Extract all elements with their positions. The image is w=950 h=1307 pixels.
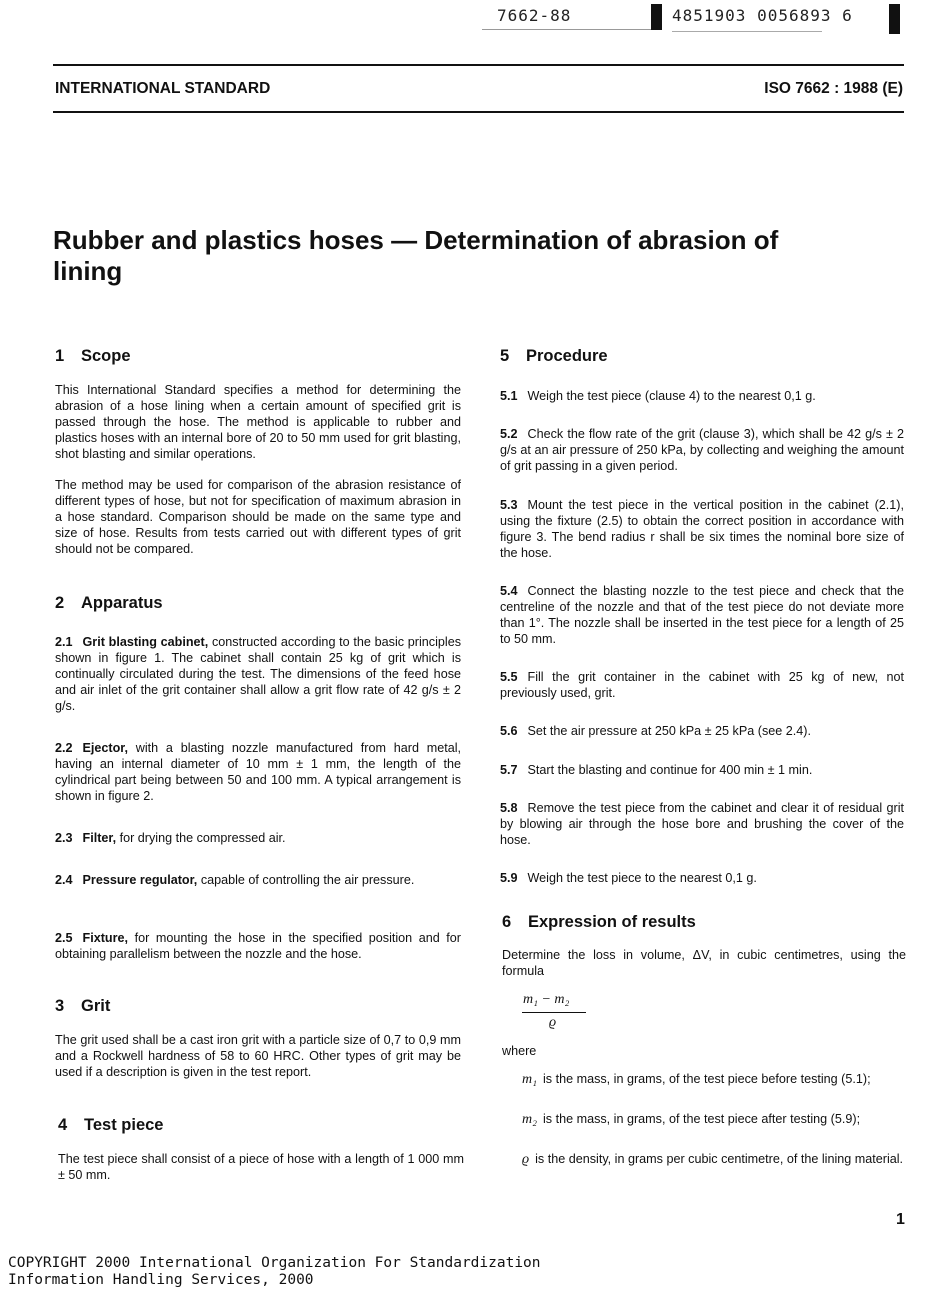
clause-5-4 <box>500 583 904 647</box>
clause-text: Mount the test piece in the vertical position in the cabinet (2.1), using the fixture (2.5) to obtain the correct position in accordance with figure 3. The bend radius r shall be six times the nominal bore size of the hose. <box>500 498 904 560</box>
clause-text: Weigh the test piece to the nearest 0,1 g. <box>527 871 757 885</box>
scan-line <box>672 31 822 32</box>
section-title: Test piece <box>84 1116 164 1134</box>
scope-paragraph-1: This International Standard specifies a method for determining the abrasion of a hose lining when a certain amount of specified grit is passed through the hose. The method is applicable to rubber and plastics hoses with an internal bore of 20 to 50 mm used for grit blasting, shot blasting and similar operations. <box>55 383 461 461</box>
section-5-heading <box>500 347 608 366</box>
clause-number: 5.8 <box>500 801 518 815</box>
clause-term: Filter, <box>82 831 117 845</box>
section-number: 3 <box>55 997 65 1015</box>
section-3-heading <box>55 997 110 1016</box>
clause-number: 2.4 <box>55 873 73 887</box>
section-number: 2 <box>55 594 65 612</box>
section-number: 1 <box>55 347 65 365</box>
section-number: 4 <box>58 1116 68 1134</box>
clause-text: Fill the grit container in the cabinet with 25 kg of new, not previously used, grit. <box>500 670 904 700</box>
clause-number: 5.4 <box>500 584 518 598</box>
clause-text: Weigh the test piece (clause 4) to the nearest 0,1 g. <box>527 389 816 403</box>
barcode-bar-right <box>889 4 900 34</box>
clause-5-9 <box>500 870 904 886</box>
results-paragraph: Determine the loss in volume, ΔV, in cubic centimetres, using the formula <box>502 948 906 978</box>
clause-term: Pressure regulator, <box>82 873 198 887</box>
barcode-text: 4851903 0056893 6 <box>672 6 853 25</box>
section-title: Grit <box>81 997 111 1015</box>
formula-denominator: ϱ <box>549 1015 557 1030</box>
definition-text: is the mass, in grams, of the test piece after testing (5.9); <box>542 1112 861 1126</box>
clause-number: 2.3 <box>55 831 73 845</box>
clause-2-2 <box>55 740 461 804</box>
header-bottom-rule <box>53 111 904 113</box>
clause-number: 2.2 <box>55 741 73 755</box>
clause-number: 5.7 <box>500 763 518 777</box>
header-top-rule <box>53 64 904 66</box>
clause-term: Ejector, <box>82 741 129 755</box>
barcode-bar-left <box>651 4 662 30</box>
clause-5-2 <box>500 426 904 474</box>
clause-5-1 <box>500 388 904 404</box>
definition-m1 <box>522 1071 906 1088</box>
clause-text: Start the blasting and continue for 400 min ± 1 min. <box>527 763 813 777</box>
section-6-heading <box>502 913 696 932</box>
test-piece-paragraph: The test piece shall consist of a piece of hose with a length of 1 000 mm ± 50 mm. <box>58 1152 464 1182</box>
clause-text: Check the flow rate of the grit (clause 3), which shall be 42 g/s ± 2 g/s at an air pressure of 250 kPa, by collecting and weighing the amount of grit passing in a given period. <box>500 427 904 473</box>
page-number: 1 <box>896 1211 905 1228</box>
clause-5-7 <box>500 762 904 778</box>
definition-rho <box>522 1151 906 1168</box>
clause-number: 5.6 <box>500 724 518 738</box>
copyright-footer <box>8 1255 541 1289</box>
clause-number: 5.3 <box>500 498 518 512</box>
header-left: INTERNATIONAL STANDARD <box>55 80 271 97</box>
clause-text: for drying the compressed air. <box>119 831 286 845</box>
section-2-heading <box>55 594 163 613</box>
section-title: Expression of results <box>528 913 696 931</box>
clause-text: with a blasting nozzle manufactured from hard metal, having an internal diameter of 10 mm ± 1 mm, the length of the cylindrical part being between 50 and 100 mm. A typical arrangement is shown in figure 2. <box>55 741 461 803</box>
clause-5-5 <box>500 669 904 701</box>
clause-text: Set the air pressure at 250 kPa ± 25 kPa (see 2.4). <box>527 724 811 738</box>
definition-m2 <box>522 1111 906 1128</box>
grit-paragraph: The grit used shall be a cast iron grit with a particle size of 0,7 to 0,9 mm and a Rockwell hardness of 58 to 60 HRC. Other types of grit may be used if a description is given in the test report. <box>55 1033 461 1079</box>
definition-symbol: m₁ <box>522 1072 537 1087</box>
clause-number: 5.5 <box>500 670 518 684</box>
clause-number: 5.9 <box>500 871 518 885</box>
definition-symbol: ϱ <box>522 1152 530 1167</box>
clause-5-6 <box>500 723 904 739</box>
section-number: 5 <box>500 347 510 365</box>
where-label: where <box>502 1044 537 1058</box>
clause-5-3 <box>500 497 904 561</box>
clause-term: Fixture, <box>82 931 129 945</box>
clause-2-5 <box>55 930 461 962</box>
section-4-heading <box>58 1116 163 1135</box>
clause-2-1 <box>55 634 461 714</box>
section-number: 6 <box>502 913 512 931</box>
document-code: 7662-88 <box>497 6 572 25</box>
clause-number: 5.2 <box>500 427 518 441</box>
definition-symbol: m₂ <box>522 1112 537 1127</box>
clause-text: Connect the blasting nozzle to the test piece and check that the centreline of the nozzle and that of the test piece do not deviate more than 1°. The nozzle shall be inserted in the test piece for a length of 25 to 50 mm. <box>500 584 904 646</box>
definition-text: is the mass, in grams, of the test piece before testing (5.1); <box>542 1072 871 1086</box>
scan-line <box>482 29 657 30</box>
formula-numerator: m₁ − m₂ <box>523 992 570 1007</box>
section-title: Scope <box>81 347 131 365</box>
clause-5-8 <box>500 800 904 848</box>
clause-text: Remove the test piece from the cabinet and clear it of residual grit by blowing air through the hose bore and brushing the cover of the hose. <box>500 801 904 847</box>
section-title: Procedure <box>526 347 608 365</box>
clause-2-4 <box>55 872 461 888</box>
copyright-line-2: Information Handling Services, 2000 <box>8 1272 314 1288</box>
clause-term: Grit blasting cabinet, <box>82 635 209 649</box>
header-right: ISO 7662 : 1988 (E) <box>764 80 903 97</box>
clause-number: 5.1 <box>500 389 518 403</box>
clause-text: capable of controlling the air pressure. <box>200 873 415 887</box>
clause-2-3 <box>55 830 461 846</box>
copyright-line-1: COPYRIGHT 2000 International Organization For Standardization <box>8 1255 541 1271</box>
fraction-bar <box>522 1012 586 1013</box>
definition-text: is the density, in grams per cubic centimetre, of the lining material. <box>535 1152 904 1166</box>
section-1-heading <box>55 347 131 366</box>
clause-number: 2.5 <box>55 931 73 945</box>
clause-text: for mounting the hose in the specified position and for obtaining parallelism between the nozzle and the hose. <box>55 931 461 961</box>
section-title: Apparatus <box>81 594 163 612</box>
clause-text: constructed according to the basic principles shown in figure 1. The cabinet shall contain 25 kg of grit which is continually circulated during the test. The dimensions of the feed hose and air inlet of the grit container shall allow a grit flow rate of 42 g/s ± 2 g/s. <box>55 635 462 713</box>
scope-paragraph-2: The method may be used for comparison of the abrasion resistance of different types of hose, but not for specification of maximum abrasion in a hose standard. Comparison should be made on the same type and size of hose. Results from tests carried out with different types of grit should not be compared. <box>55 478 461 556</box>
page-title: Rubber and plastics hoses — Determination of abrasion of lining <box>53 225 779 286</box>
clause-number: 2.1 <box>55 635 73 649</box>
